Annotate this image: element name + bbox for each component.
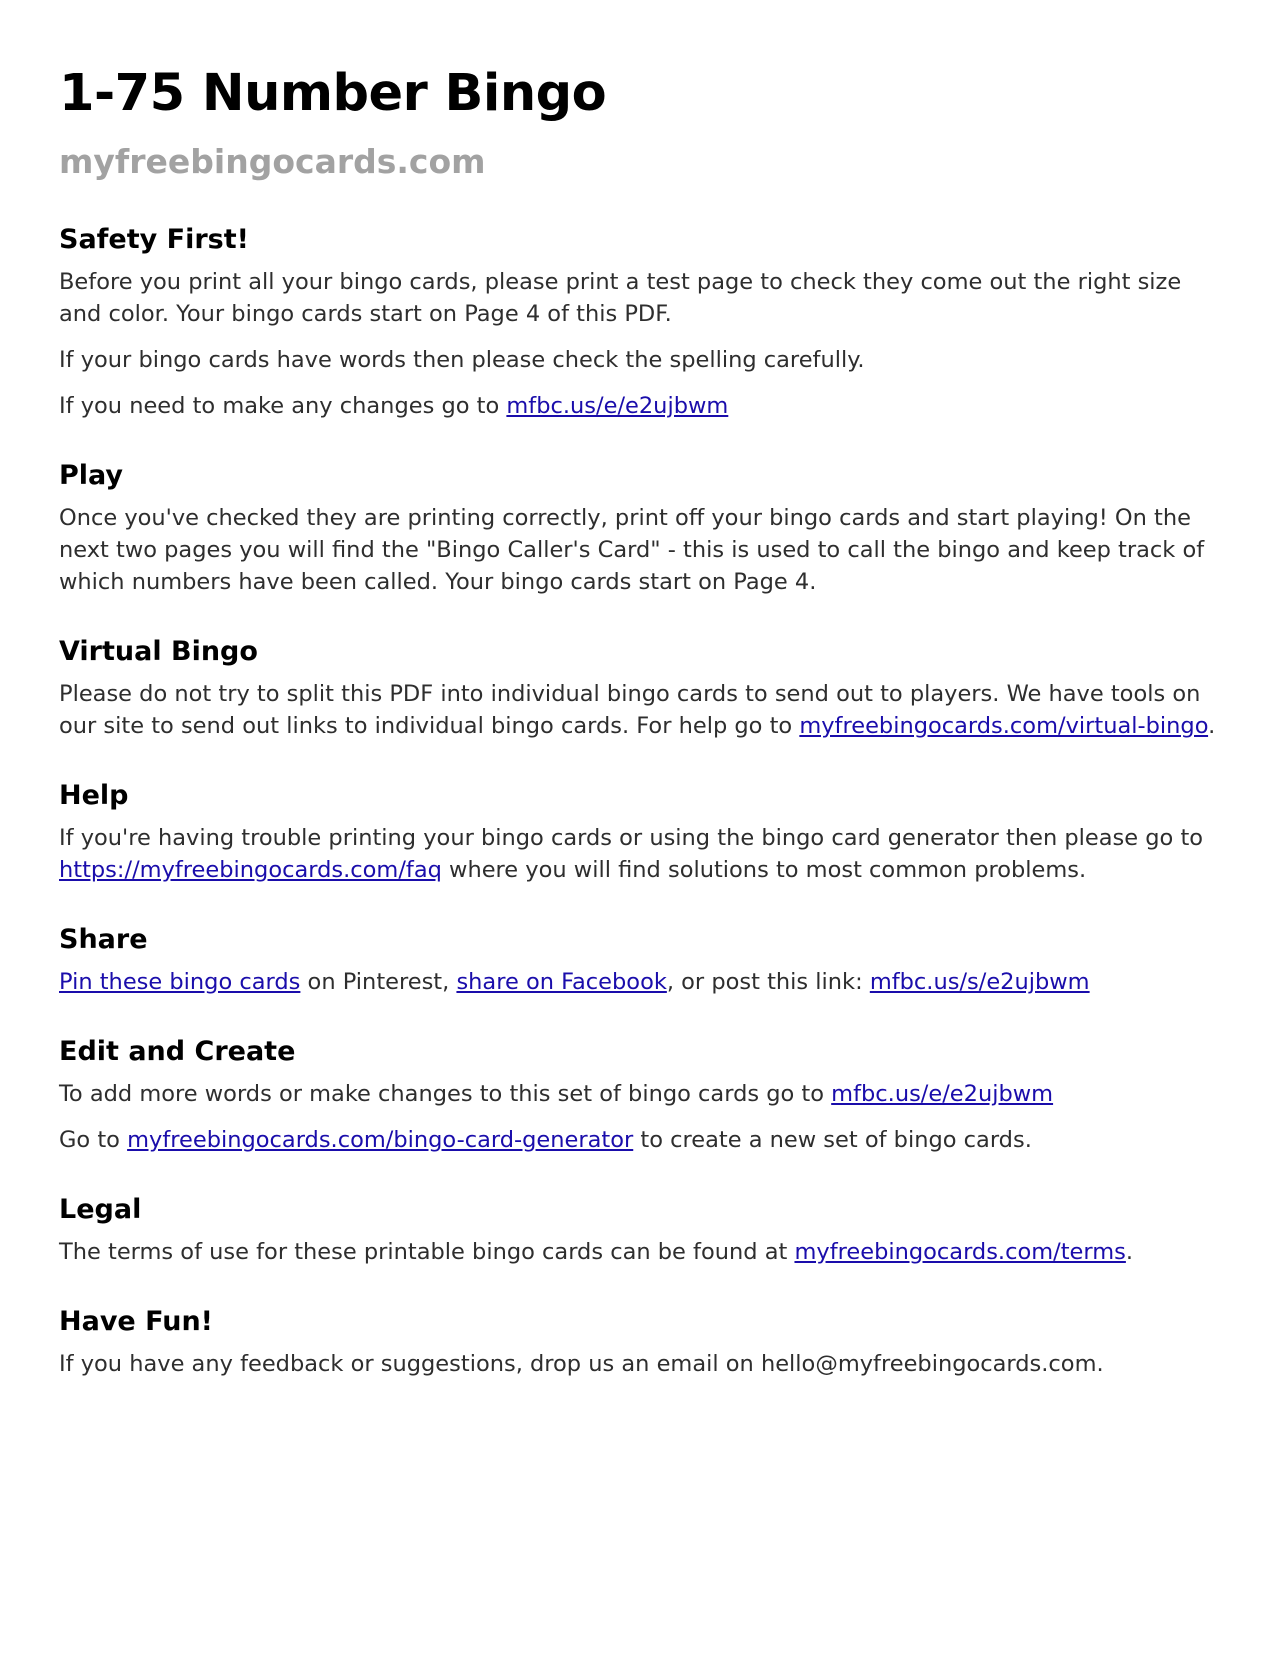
share-link[interactable]: mfbc.us/s/e2ujbwm [869,969,1090,995]
section-heading: Virtual Bingo [59,636,258,667]
site-name: myfreebingocards.com [59,142,486,181]
faq-link[interactable]: https://myfreebingocards.com/faq [59,857,442,883]
paragraph-text: on Pinterest, [300,969,457,995]
section-have-fun [59,1304,1218,1380]
paragraph: If your bingo cards have words then please check the spelling carefully. [59,347,865,373]
paragraph [59,1124,1218,1156]
section-heading: Safety First! [59,224,249,255]
section-heading: Play [59,460,124,491]
paragraph [59,966,1218,998]
paragraph [59,1078,1218,1110]
facebook-share-link[interactable]: share on Facebook [456,969,667,995]
generator-link[interactable]: myfreebingocards.com/bingo-card-generator [127,1127,634,1153]
section-heading: Have Fun! [59,1306,213,1337]
paragraph-text: , or post this link: [666,969,870,995]
paragraph: If you have any feedback or suggestions, drop us an email on hello@myfreebingocards.com. [59,1351,1104,1377]
pinterest-link[interactable]: Pin these bingo cards [59,969,301,995]
terms-link[interactable]: myfreebingocards.com/terms [794,1239,1126,1265]
section-share [59,922,1218,998]
section-heading: Legal [59,1194,142,1225]
section-safety [59,222,1218,422]
paragraph [59,678,1218,742]
paragraph: Once you've checked they are printing correctly, print off your bingo cards and start playing! On the next two pages you will find the "Bingo Caller's Card" - this is used to call the bingo and keep track of which numbers have been called. Your bingo cards start on Page 4. [59,505,1205,595]
section-heading: Edit and Create [59,1036,296,1067]
paragraph [59,1236,1218,1268]
section-heading: Share [59,924,148,955]
paragraph-text: If you're having trouble printing your bingo cards or using the bingo card generator then please go to [59,825,1204,851]
paragraph-text: The terms of use for these printable bingo cards can be found at [59,1239,795,1265]
paragraph-text: Go to [59,1127,128,1153]
section-virtual-bingo [59,634,1218,742]
paragraph [59,822,1218,886]
paragraph-text: where you will find solutions to most common problems. [441,857,1087,883]
paragraph-text: to create a new set of bingo cards. [633,1127,1032,1153]
edit-link[interactable]: mfbc.us/e/e2ujbwm [506,393,729,419]
paragraph [59,390,1218,422]
section-help [59,778,1218,886]
section-play [59,458,1218,598]
virtual-bingo-link[interactable]: myfreebingocards.com/virtual-bingo [799,713,1209,739]
paragraph: Before you print all your bingo cards, please print a test page to check they come out the right size and color. Your bingo cards start on Page 4 of this PDF. [59,269,1182,327]
section-legal [59,1192,1218,1268]
paragraph-text: . [1208,713,1216,739]
paragraph-text: Please do not try to split this PDF into individual bingo cards to send out to players. We have tools on our site to send out links to individual bingo cards. For help go to [59,681,1201,739]
section-heading: Help [59,780,129,811]
paragraph-text: To add more words or make changes to this set of bingo cards go to [59,1081,832,1107]
page-title: 1-75 Number Bingo [59,64,607,123]
paragraph-text: If you need to make any changes go to [59,393,507,419]
paragraph-text: . [1125,1239,1134,1265]
section-edit-create [59,1034,1218,1156]
edit-link[interactable]: mfbc.us/e/e2ujbwm [831,1081,1054,1107]
